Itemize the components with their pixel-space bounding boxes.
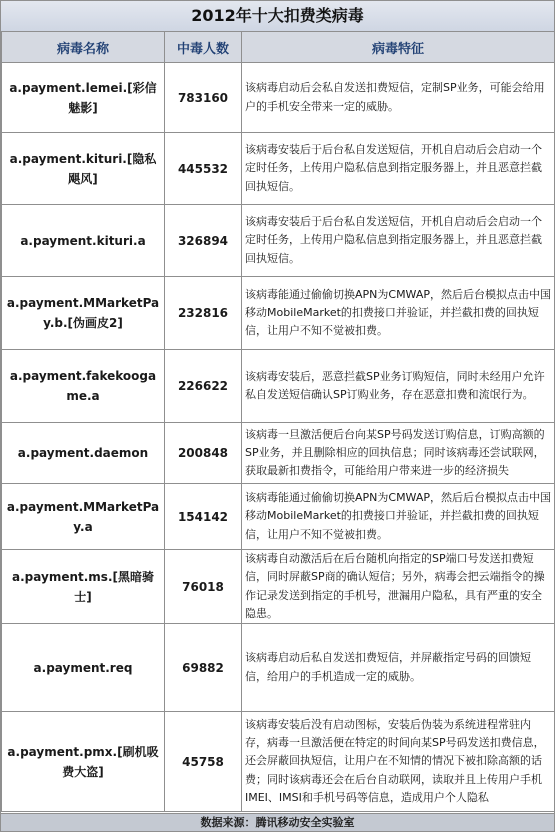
virus-description: 该病毒启动后私自发送扣费短信，并屏蔽指定号码的回馈短信，给用户的手机造成一定的威胁。 bbox=[245, 651, 531, 683]
virus-name: a.payment.MMarketPay.a bbox=[2, 484, 165, 550]
infected-count: 69882 bbox=[165, 624, 242, 712]
infected-count: 232816 bbox=[165, 277, 242, 350]
virus-desc-cell bbox=[242, 350, 555, 423]
virus-desc-cell bbox=[242, 712, 555, 812]
table-title: 2012年十大扣费类病毒 bbox=[1, 1, 554, 32]
virus-desc-cell bbox=[242, 63, 555, 133]
data-source-footer: 数据来源：腾讯移动安全实验室 bbox=[1, 813, 554, 831]
virus-name: a.payment.req bbox=[2, 624, 165, 712]
infected-count: 326894 bbox=[165, 205, 242, 277]
table-row bbox=[2, 133, 555, 205]
virus-name: a.payment.pmx.[刷机吸费大盗] bbox=[2, 712, 165, 812]
infected-count: 445532 bbox=[165, 133, 242, 205]
infected-count: 45758 bbox=[165, 712, 242, 812]
virus-description: 该病毒能通过偷偷切换APN为CMWAP，然后后台模拟点击中国移动MobileMarket的扣费接口并验证，并拦截扣费的回执短信，让用户不知不觉被扣费。 bbox=[245, 491, 551, 541]
virus-description: 该病毒能通过偷偷切换APN为CMWAP，然后后台模拟点击中国移动MobileMarket的扣费接口并验证，并拦截扣费的回执短信，让用户不知不觉被扣费。 bbox=[245, 287, 551, 338]
table-row bbox=[2, 484, 555, 550]
virus-name: a.payment.daemon bbox=[2, 423, 165, 484]
virus-description: 该病毒安装后于后台私自发送短信，开机自启动后会启动一个定时任务，上传用户隐私信息到指定服务器上，并且恶意拦截回执短信。 bbox=[245, 143, 542, 193]
table-row bbox=[2, 624, 555, 712]
virus-name: a.payment.ms.[黑暗骑士] bbox=[2, 550, 165, 624]
infected-count: 226622 bbox=[165, 350, 242, 423]
infected-count: 76018 bbox=[165, 550, 242, 624]
infected-count: 200848 bbox=[165, 423, 242, 484]
virus-desc-cell bbox=[242, 484, 555, 550]
virus-desc-cell bbox=[242, 205, 555, 277]
virus-name: a.payment.kituri.[隐私飓风] bbox=[2, 133, 165, 205]
virus-name: a.payment.fakekoogame.a bbox=[2, 350, 165, 423]
table-row bbox=[2, 277, 555, 350]
virus-desc-cell bbox=[242, 133, 555, 205]
virus-description: 该病毒安装后于后台私自发送短信，开机自启动后会启动一个定时任务，上传用户隐私信息到指定服务器上，并且恶意拦截回执短信。 bbox=[245, 215, 542, 265]
infected-count: 783160 bbox=[165, 63, 242, 133]
virus-desc-cell bbox=[242, 550, 555, 624]
table-row bbox=[2, 63, 555, 133]
infected-count: 154142 bbox=[165, 484, 242, 550]
virus-description: 该病毒自动激活后在后台随机向指定的SP端口号发送扣费短信，同时屏蔽SP商的确认短信；另外，病毒会把云端指令的操作记录发送到指定的手机号，泄漏用户隐私，具有严重的安全隐患。 bbox=[245, 552, 545, 620]
virus-description: 该病毒安装后没有启动图标，安装后伪装为系统进程常驻内存，病毒一旦激活便在特定的时间向某SP号码发送扣费信息，还会屏蔽回执短信，让用户在不知情的情况下被扣除高额的话费；同时该病毒还会在后台自动联网，读取并且上传用户手机IMEI、IMSI和手机号码等信息，造成用户个人隐私 bbox=[245, 717, 545, 804]
table-row bbox=[2, 423, 555, 484]
virus-description: 该病毒安装后，恶意拦截SP业务订购短信，同时未经用户允许私自发送短信确认SP订购业务，存在恶意扣费和流氓行为。 bbox=[245, 369, 545, 401]
header-virus-features: 病毒特征 bbox=[242, 32, 555, 63]
virus-name: a.payment.lemei.[彩信魅影] bbox=[2, 63, 165, 133]
virus-desc-cell bbox=[242, 624, 555, 712]
virus-name: a.payment.kituri.a bbox=[2, 205, 165, 277]
virus-desc-cell bbox=[242, 423, 555, 484]
table-row bbox=[2, 550, 555, 624]
virus-name: a.payment.MMarketPay.b.[伪画皮2] bbox=[2, 277, 165, 350]
table-row bbox=[2, 712, 555, 812]
header-virus-name: 病毒名称 bbox=[2, 32, 165, 63]
virus-description: 该病毒一旦激活便后台向某SP号码发送订购信息，订购高额的SP业务，并且删除相应的回执信息；同时该病毒还尝试联网，获取最新扣费指令，可能给用户带来进一步的经济损失 bbox=[245, 427, 545, 478]
table-row bbox=[2, 350, 555, 423]
header-infected-count: 中毒人数 bbox=[165, 32, 242, 63]
header-row bbox=[2, 32, 555, 63]
virus-desc-cell bbox=[242, 277, 555, 350]
table-row bbox=[2, 205, 555, 277]
virus-description: 该病毒启动后会私自发送扣费短信，定制SP业务，可能会给用户的手机安全带来一定的威胁。 bbox=[245, 81, 545, 113]
virus-table bbox=[1, 32, 555, 812]
